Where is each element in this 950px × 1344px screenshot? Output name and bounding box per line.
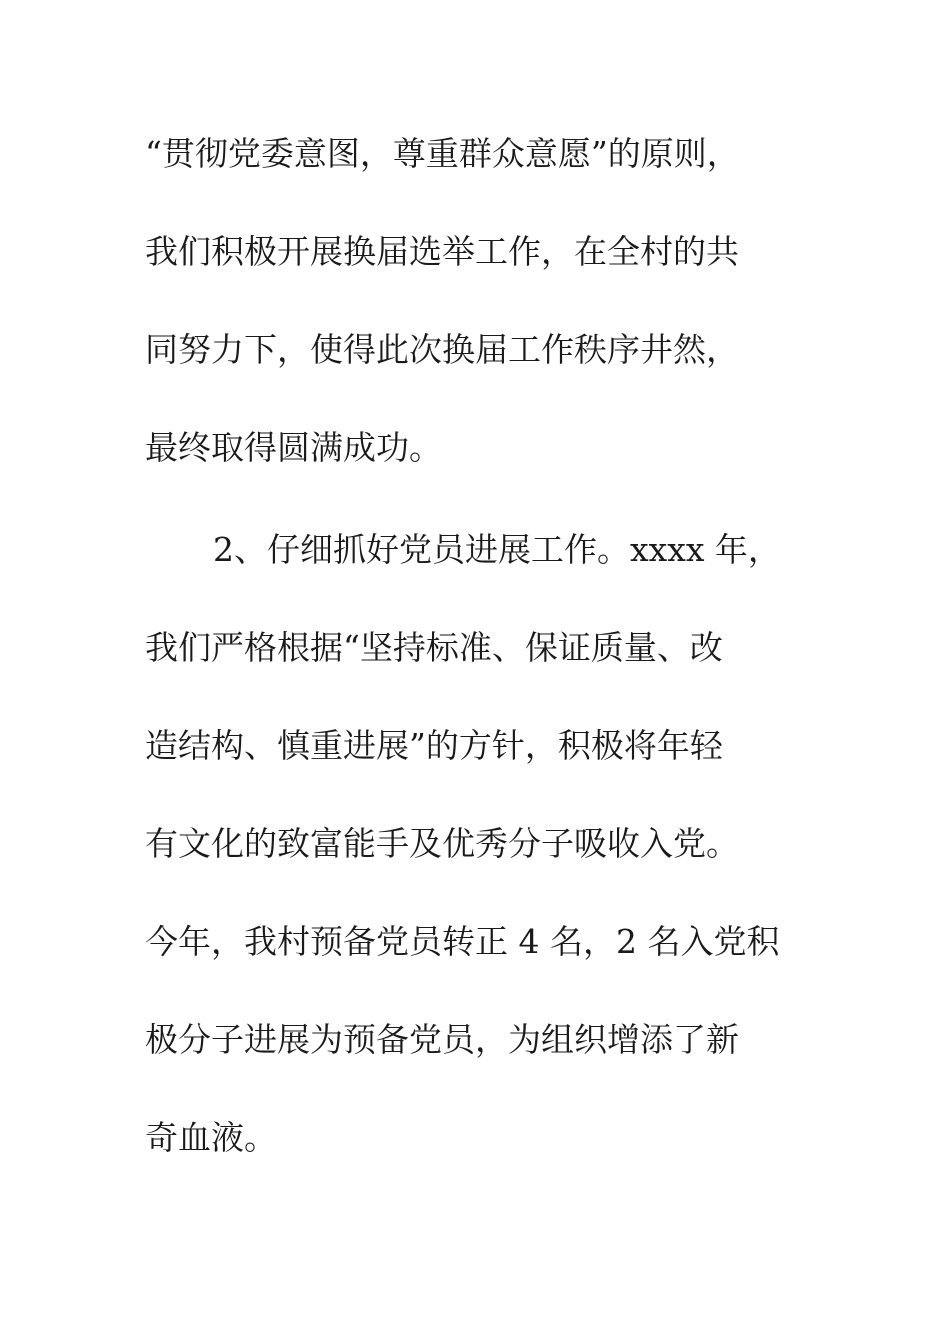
text-line: 极分子进展为预备党员，为组织增添了新 [145, 1020, 739, 1059]
text-line: 我们严格根据“坚持标准、保证质量、改 [145, 628, 723, 667]
text-line: 今年，我村预备党员转正 4 名，2 名入党积 [145, 922, 780, 961]
text-line: “贯彻党委意图，尊重群众意愿”的原则， [145, 134, 740, 173]
text-line: 有文化的致富能手及优秀分子吸收入党。 [145, 824, 739, 863]
text-line: 造结构、慎重进展”的方针，积极将年轻 [145, 726, 723, 765]
paragraph-first-line: 2、仔细抓好党员进展工作。xxxx 年， [213, 530, 781, 569]
text-line: 最终取得圆满成功。 [145, 428, 442, 467]
text-line: 我们积极开展换届选举工作，在全村的共 [145, 232, 739, 271]
text-line: 奇血液。 [145, 1118, 277, 1157]
text-line: 同努力下，使得此次换届工作秩序井然， [145, 330, 739, 369]
